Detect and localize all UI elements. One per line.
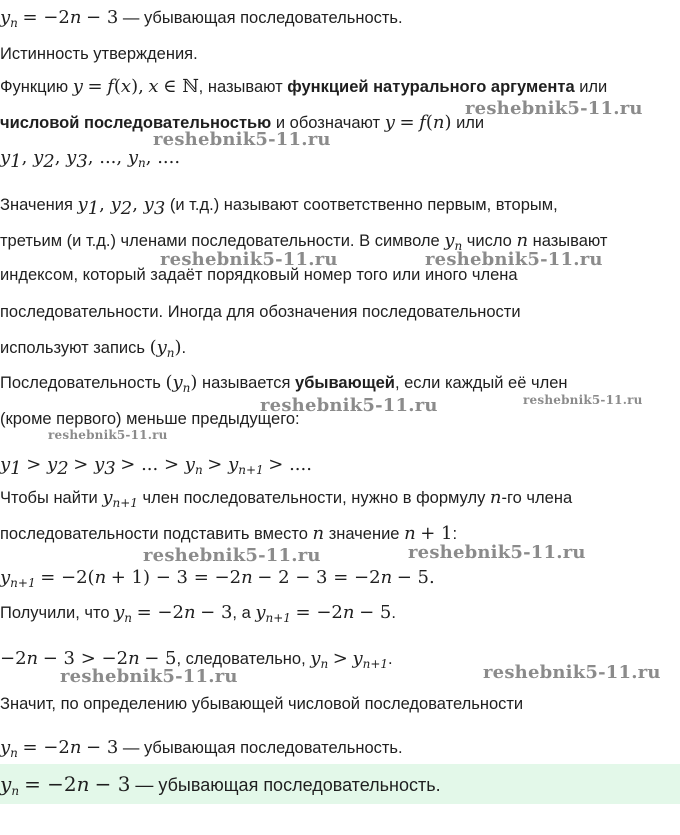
decreasing-line-1: Последовательность $(y_n)$ называется убывающей, если каждый её член: [0, 372, 568, 395]
find-line-1: Чтобы найти $y_{n+1}$ член последовательности, нужно в формулу n-го члена: [0, 487, 573, 510]
got-line: Получили, что $y_n = -2n - 3$, а $y_{n+1} = -2n - 5$.: [0, 602, 396, 625]
watermark-text: reshebnik5-11.ru: [48, 428, 168, 442]
watermark-text: reshebnik5-11.ru: [160, 249, 338, 270]
definition-line-2: числовой последовательностью и обозначают y = f(n) или: [0, 112, 485, 133]
conclusion-line: Значит, по определению убывающей числовой последовательности: [0, 695, 524, 713]
definition-line-1: Функцию y = f(x), x ∈ ℕ, называют функцией натурального аргумента или: [0, 76, 608, 97]
watermark-text: reshebnik5-11.ru: [425, 249, 603, 270]
decreasing-line-2: (кроме первого) меньше предыдущего:: [0, 410, 300, 428]
final-line: $y_n = -2n - 3$ — убывающая последовательность.: [0, 737, 403, 760]
members-line-1: Значения $y_1$, $y_2$, $y_3$ (и т.д.) называют соответственно первым, вторым,: [0, 194, 558, 219]
definition-line-3: $y_1$, $y_2$, $y_3$, ..., $y_n$, ....: [0, 147, 181, 172]
watermark-text: reshebnik5-11.ru: [60, 666, 238, 687]
members-line-3: индексом, который задаёт порядковый номер того или иного члена: [0, 266, 518, 284]
intro-line: $y_n = -2n - 3$ — убывающая последовательность.: [0, 7, 403, 30]
watermark-text: reshebnik5-11.ru: [483, 662, 661, 683]
watermark-text: reshebnik5-11.ru: [408, 542, 586, 563]
watermark-text: reshebnik5-11.ru: [465, 98, 643, 119]
watermark-text: reshebnik5-11.ru: [260, 395, 438, 416]
members-line-5: используют запись $(y_n)$.: [0, 337, 187, 360]
substitution-formula: $y_{n+1} = -2(n + 1) - 3 = -2n - 2 - 3 = -2n - 5$.: [0, 567, 435, 590]
members-line-4: последовательности. Иногда для обозначения последовательности: [0, 303, 521, 321]
decreasing-inequality: $y_1 > y_2 > y_3$ > ... > $y_n > y_{n+1}$ > ....: [0, 454, 312, 479]
compare-line: −2n − 3 > −2n − 5, следовательно, $y_n > y_{n+1}$.: [0, 648, 393, 671]
members-line-2: третьим (и т.д.) членами последовательности. В символе $y_n$ число n называют: [0, 230, 608, 253]
watermark-text: reshebnik5-11.ru: [523, 393, 643, 407]
answer-line: $y_n = -2n - 3$ — убывающая последовательность.: [0, 772, 441, 798]
watermark-text: reshebnik5-11.ru: [153, 129, 331, 150]
find-line-2: последовательности подставить вместо n значение n + 1:: [0, 523, 458, 544]
section-heading: Истинность утверждения.: [0, 45, 198, 63]
watermark-text: reshebnik5-11.ru: [143, 545, 321, 566]
